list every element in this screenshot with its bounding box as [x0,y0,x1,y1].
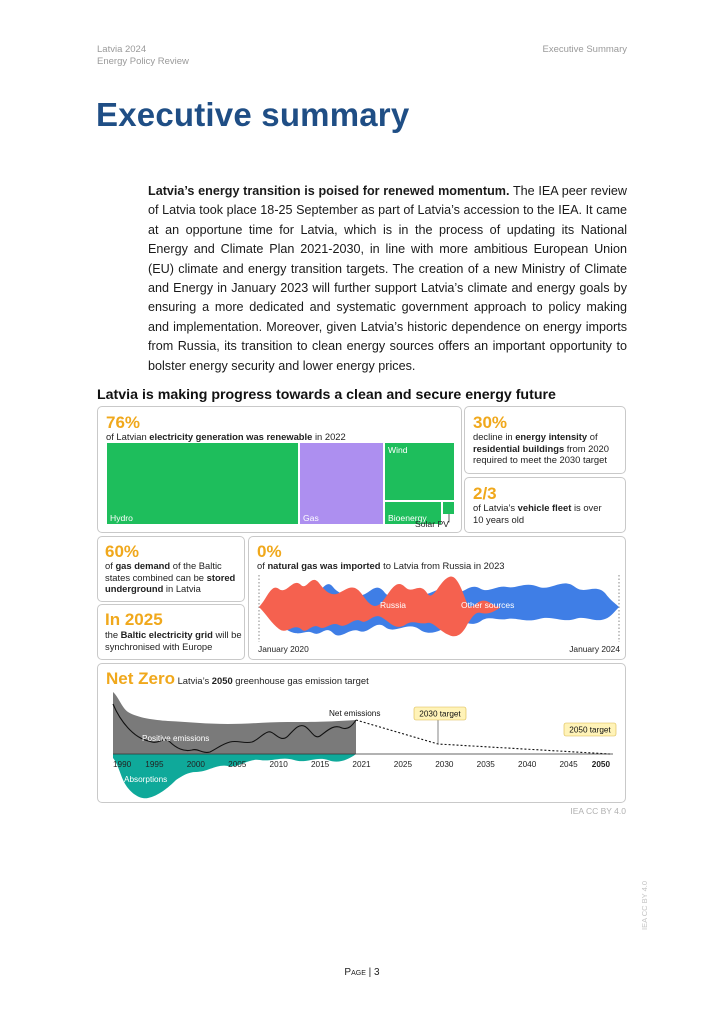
grid-sync-panel [97,604,245,660]
running-header-left [97,44,189,68]
caption-emphasis: electricity generation was renewable [149,431,313,442]
x-tick-label: 2025 [393,760,413,769]
stream-label-end: January 2024 [569,644,620,654]
caption-part: to Latvia from Russia in 2023 [380,560,505,571]
renewable-electricity-panel [97,406,462,533]
treemap-label-solar: Solar PV [415,519,449,529]
solar-leader-line [448,514,460,526]
page-prefix: Page | [344,967,375,978]
caption-emphasis: 2050 [211,675,233,686]
caption-emphasis: energy intensity [515,431,588,442]
label-2050-target: 2050 target [569,725,611,735]
intro-paragraph [148,182,627,376]
caption-emphasis: natural gas was imported [267,560,381,571]
caption-part: Latvia’s [174,675,212,686]
header-report-name: Energy Policy Review [97,56,189,67]
net-zero-figure: Net Zero [106,669,175,688]
energy-intensity-caption [473,431,623,466]
caption-part: of [587,431,598,442]
caption-emphasis: gas demand [115,560,171,571]
running-header-right: Executive Summary [542,44,627,55]
x-tick-label: 2005 [228,760,247,769]
caption-part: in Latvia [163,583,201,595]
stream-label-russia: Russia [380,600,406,610]
label-2030-target: 2030 target [419,709,461,719]
infographic-title: Latvia is making progress towards a clean and secure energy future [97,387,556,403]
caption-part: of Latvian [106,431,150,442]
gas-imports-figure: 0% [257,542,282,561]
treemap-label-wind: Wind [388,445,408,455]
caption-part: in 2022 [312,431,346,442]
positive-emissions-area [113,692,356,754]
x-tick-label: 2000 [186,760,205,769]
x-tick-label: 2040 [518,760,537,769]
label-net-emissions: Net emissions [329,709,381,718]
x-axis-ticks [113,760,610,769]
x-tick-label: 1990 [113,760,132,769]
caption-part: of [105,560,116,571]
net-zero-panel [97,663,626,803]
caption-emphasis: Baltic electricity grid [120,629,213,640]
caption-part: will be synchronised with Europe [105,629,242,652]
vehicle-fleet-caption [473,502,613,525]
header-country-year: Latvia 2024 [97,44,147,55]
page-title: Executive summary [96,96,410,133]
treemap-label-gas: Gas [303,513,319,523]
x-tick-label: 1995 [145,760,164,769]
label-positive-emissions: Positive emissions [142,734,210,743]
caption-part: of [257,560,268,571]
gas-storage-caption [105,560,243,595]
page-number [0,967,724,978]
caption-part: of the Baltic states combined can be [105,560,222,583]
stream-label-start: January 2020 [258,644,309,654]
grid-sync-caption [105,629,243,652]
energy-intensity-figure: 30% [473,413,508,432]
stream-label-other: Other sources [461,600,515,610]
caption-part: from 2020 required to meet the 2030 target [473,442,609,466]
caption-part: is over 10 years old [473,502,602,525]
page-number-value: 3 [374,967,380,978]
caption-part: of Latvia’s [473,502,518,513]
treemap-hydro [107,443,298,524]
renewable-share-figure: 76% [106,413,141,432]
caption-emphasis: residential buildings [473,442,565,454]
x-tick-label: 2030 [435,760,454,769]
caption-emphasis: vehicle fleet [517,502,572,513]
vehicle-fleet-figure: 2/3 [473,484,497,503]
x-tick-label: 2021 [352,760,371,769]
side-credit: IEA CC BY 4.0 [640,880,649,930]
x-tick-label: 2015 [310,760,330,769]
infographic-credit: IEA CC BY 4.0 [570,806,626,816]
label-absorptions: Absorptions [124,775,168,784]
caption-part: greenhouse gas emission target [232,675,369,686]
x-tick-label: 2010 [269,760,288,769]
intro-body: The IEA peer review of Latvia took place 18-25 September as part of Latvia’s accession to the IEA. It came at an opportune time for Latvia, which is in the process of updating its National Energy and Climate Plan 2021-2030, in line with more ambitious European Union (EU) climate and energy transition targets. The creation of a new Ministry of Climate and Energy in January 2023 will further support Latvia’s climate and energy goals by ensuring a more dedicated and systematic government approach to policy making and implementation. Moreover, given Latvia’s historic dependence on energy imports from Russia, its transition to clean energy sources offers an important opportunity to bolster energy security and lower energy prices. [148,184,628,373]
gas-storage-figure: 60% [105,542,140,561]
x-tick-label: 2045 [559,760,578,769]
treemap-label-hydro: Hydro [110,513,133,523]
x-tick-label: 2035 [476,760,495,769]
treemap-gas [300,443,383,524]
caption-part: the [105,629,121,640]
caption-emphasis: stored underground [105,571,236,595]
x-tick-label: 2050 [591,760,610,769]
gas-storage-panel [97,536,245,602]
vehicle-fleet-panel [464,477,626,533]
treemap-wind [385,443,454,500]
gas-imports-streamgraph [249,537,627,661]
grid-sync-figure: In 2025 [105,610,163,629]
intro-lead: Latvia’s energy transition is poised for renewed momentum. [148,184,510,198]
gas-imports-panel [248,536,626,660]
net-zero-chart [98,664,627,804]
caption-part: decline in [473,431,516,442]
renewable-share-caption [106,431,346,443]
treemap-solar [443,502,454,514]
energy-intensity-panel [464,406,626,474]
treemap-label-bioenergy: Bioenergy [388,513,427,523]
